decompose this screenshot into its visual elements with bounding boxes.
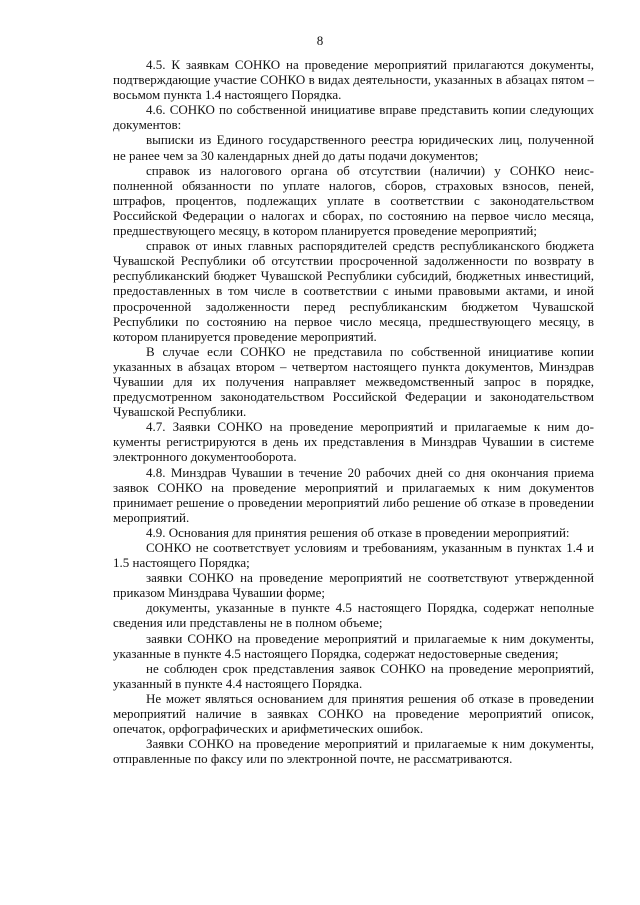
- page-number: 8: [316, 33, 324, 48]
- paragraph-4-8: 4.8. Минздрав Чувашии в течение 20 рабочих дней со дня окончания приема заявок СОНКО на проведение мероприятий и прилагаемых к ним документов принимает решение о проведении мероприятий либо решение об отказе в проведении мероприятий.: [113, 464, 594, 525]
- list-item-ground-5: не соблюден срок представления заявок СОНКО на проведение мероприятий, указанный в пункте 4.4 настоящего Порядка.: [113, 660, 594, 691]
- list-item-ground-1: СОНКО не соответствует условиям и требованиям, указанным в пунктах 1.4 и 1.5 настоящего Порядка;: [113, 540, 594, 571]
- list-item-ground-4: заявки СОНКО на проведение мероприятий и прилагаемые к ним документы, указанные в пункте 4.5 настоящего Порядка, содержат недостоверные сведения;: [113, 630, 594, 661]
- paragraph-fax-email: Заявки СОНКО на проведение мероприятий и прилагаемые к ним документы, отправленные по факсу или по электронной почте, не рассматриваются.: [113, 736, 594, 767]
- list-item-extract: выписки из Единого государственного реестра юридических лиц, полученной не ранее чем за 30 календарных дней до даты подачи документов;: [113, 132, 594, 163]
- paragraph-4-5: 4.5. К заявкам СОНКО на проведение мероприятий прилагаются документы, подтверждающие участие СОНКО в видах деятельности, указанных в абзацах пятом – восьмом пункта 1.4 настоящего Порядка.: [113, 57, 594, 103]
- paragraph-4-9: 4.9. Основания для принятия решения об отказе в проведении мероприятий:: [146, 524, 570, 540]
- paragraph-interagency-request: В случае если СОНКО не представила по собственной инициативе копии указанных в абзацах втором – четвертом настоящего пункта документов, Минздрав Чувашии для их получения направляет межведомственный запрос в порядке, предусмотренном законодательством Российской Федерации и законодательством Чувашской Республики.: [113, 343, 594, 420]
- paragraph-4-7: 4.7. Заявки СОНКО на проведение мероприятий и прилагаемые к ним документы регистрируются в день их представления в Минздрав Чувашии в системе электронного документооборота.: [113, 419, 594, 465]
- paragraph-not-grounds: Не может являться основанием для принятия решения об отказе в проведении мероприятий наличие в заявках СОНКО на проведение мероприятий описок, опечаток, орфографических и арифметических ошибок.: [113, 690, 594, 737]
- list-item-tax-certificate: справок из налогового органа об отсутствии (наличии) у СОНКО неисполненной обязанности по уплате налогов, сборов, страховых взносов, пеней, штрафов, процентов, подлежащих уплате в соответствии с законодательством Российской Федерации о налогах и сборах, по состоянию на первое число месяца, предшествующего месяцу, в котором планируется проведение мероприятий;: [113, 162, 594, 239]
- document-body: [113, 57, 594, 766]
- list-item-budget-certificate: справок от иных главных распорядителей средств республиканского бюджета Чувашской Республики об отсутствии просроченной задолженности по возврату в республиканский бюджет Чувашской Республики субсидий, бюджетных инвестиций, предоставленных в том числе в соответствии с иными правовыми актами, и иной просроченной задолженности перед республиканским бюджетом Чувашской Республики по состоянию на первое число месяца, предшествующего месяцу, в котором планируется проведение мероприятий.: [113, 238, 594, 344]
- paragraph-4-6: 4.6. СОНКО по собственной инициативе вправе представить копии следующих документов:: [113, 102, 594, 133]
- list-item-ground-2: заявки СОНКО на проведение мероприятий не соответствуют утвержденной приказом Минздрава Чувашии форме;: [113, 570, 594, 601]
- list-item-ground-3: документы, указанные в пункте 4.5 настоящего Порядка, содержат неполные сведения или представлены не в полном объеме;: [113, 600, 594, 631]
